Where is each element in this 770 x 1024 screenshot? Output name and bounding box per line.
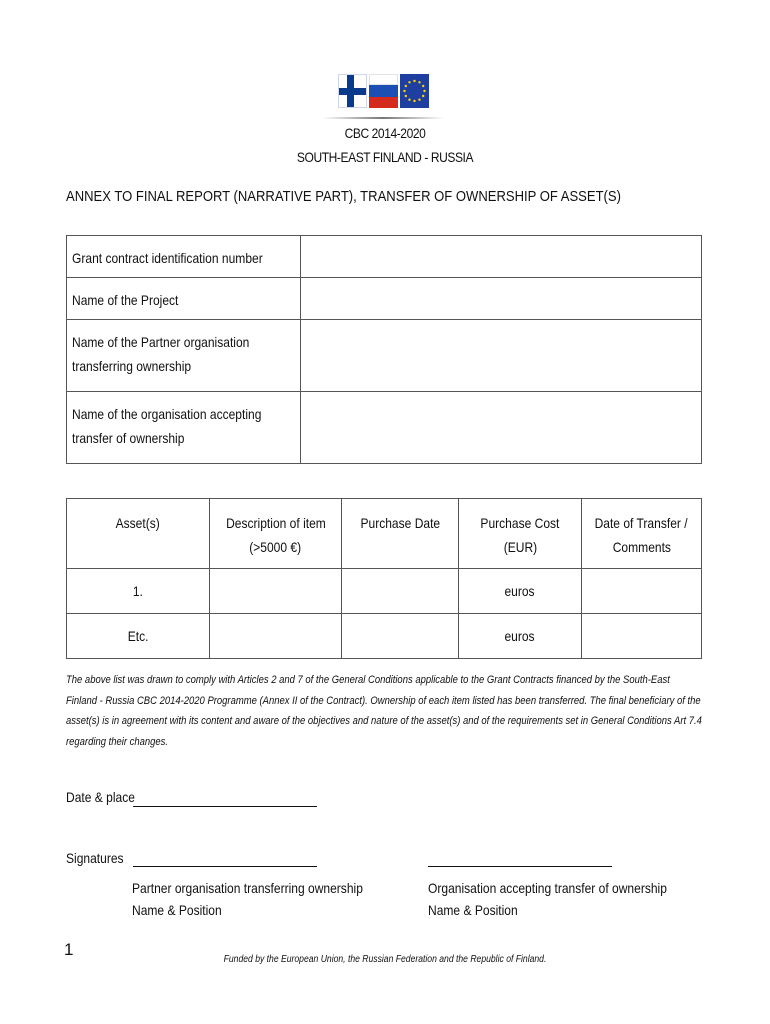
table-row xyxy=(67,569,702,614)
purchase-cost-cell[interactable]: euros xyxy=(459,569,582,614)
transfer-date-cell[interactable] xyxy=(581,614,701,659)
date-place-label: Date & place xyxy=(66,789,135,805)
transfer-date-cell[interactable] xyxy=(581,569,701,614)
label-partner-transferring: Name of the Partner organisation transferring ownership xyxy=(67,320,301,392)
right-signer-name-position: Name & Position xyxy=(428,902,518,918)
asset-cell: 1. xyxy=(67,569,210,614)
description-cell[interactable] xyxy=(210,569,342,614)
programme-years: CBC 2014-2020 xyxy=(344,125,426,141)
programme-name: SOUTH-EAST FINLAND - RUSSIA xyxy=(296,149,474,165)
project-info-table xyxy=(66,235,702,464)
table-row xyxy=(67,236,702,278)
compliance-note: The above list was drawn to comply with Articles 2 and 7 of the General Conditions applicable to the Grant Contracts financed by the South-East Finland - Russia CBC 2014-2020 Programme (Annex II of the Contract). Ownership of each item listed has been transferred. The final beneficiary of the asset(s) is in agreement with its content and aware of the objectives and nature of the asset(s) and of the requirements set in General Conditions Art 7.4 regarding their changes. xyxy=(66,674,702,748)
header-purchase-date: Purchase Date xyxy=(342,499,459,569)
partner-transferring-field[interactable] xyxy=(300,320,701,392)
header-purchase-cost: Purchase Cost (EUR) xyxy=(459,499,582,569)
document-title: ANNEX TO FINAL REPORT (NARRATIVE PART), TRANSFER OF OWNERSHIP OF ASSET(S) xyxy=(66,188,621,205)
project-name-field[interactable] xyxy=(300,278,701,320)
header-assets: Asset(s) xyxy=(67,499,210,569)
header-divider xyxy=(322,117,444,119)
header-date-of-transfer: Date of Transfer / Comments xyxy=(581,499,701,569)
purchase-date-cell[interactable] xyxy=(342,614,459,659)
eu-flag-icon xyxy=(400,74,429,108)
assets-table xyxy=(66,498,702,659)
purchase-cost-cell[interactable]: euros xyxy=(459,614,582,659)
signatures-label: Signatures xyxy=(66,850,124,866)
purchase-date-cell[interactable] xyxy=(342,569,459,614)
header-description: Description of item (>5000 €) xyxy=(210,499,342,569)
table-row xyxy=(67,278,702,320)
funding-footer: Funded by the European Union, the Russian Federation and the Republic of Finland. xyxy=(223,954,547,965)
page-number: 1 xyxy=(64,940,74,959)
signature-line-right[interactable] xyxy=(428,866,612,867)
signature-line-left[interactable] xyxy=(133,866,317,867)
left-signer-title: Partner organisation transferring ownership xyxy=(132,880,363,896)
label-project-name: Name of the Project xyxy=(67,278,301,320)
label-organisation-accepting: Name of the organisation accepting transfer of ownership xyxy=(67,392,301,464)
table-header-row xyxy=(67,499,702,569)
left-signer-name-position: Name & Position xyxy=(132,902,222,918)
table-row xyxy=(67,614,702,659)
russia-flag-icon xyxy=(369,74,398,108)
label-grant-contract-id: Grant contract identification number xyxy=(67,236,301,278)
date-place-line[interactable] xyxy=(133,806,317,807)
right-signer-title: Organisation accepting transfer of ownership xyxy=(428,880,667,896)
table-row xyxy=(67,392,702,464)
organisation-accepting-field[interactable] xyxy=(300,392,701,464)
finland-flag-icon xyxy=(338,74,367,108)
table-row xyxy=(67,320,702,392)
asset-cell: Etc. xyxy=(67,614,210,659)
grant-contract-id-field[interactable] xyxy=(300,236,701,278)
flags-logo xyxy=(338,74,429,108)
description-cell[interactable] xyxy=(210,614,342,659)
